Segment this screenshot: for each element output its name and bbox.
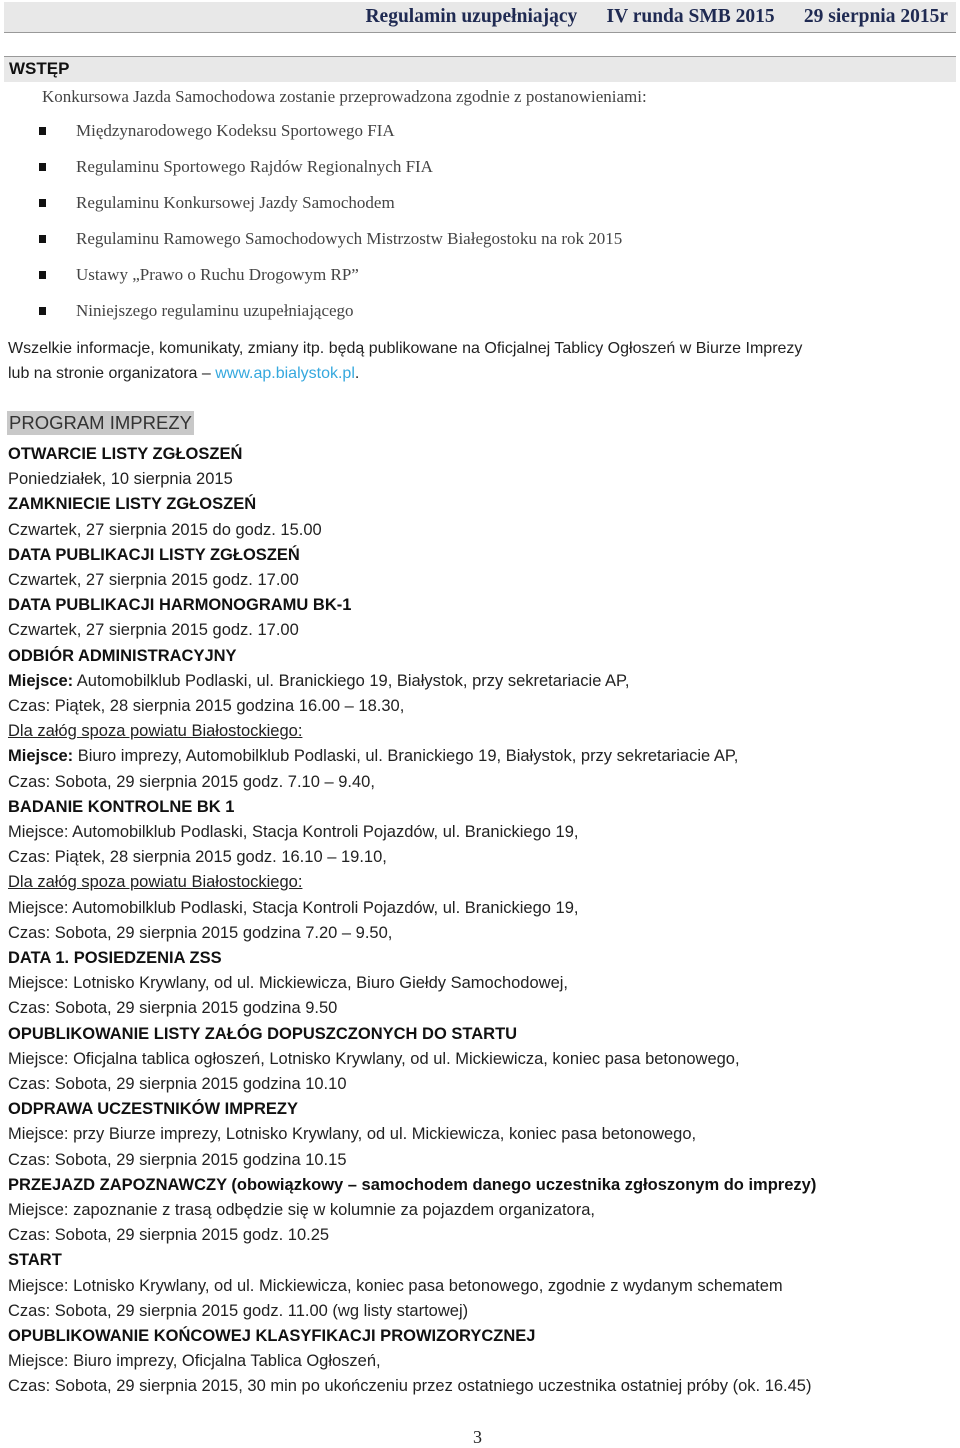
header-round: IV runda SMB 2015 bbox=[606, 6, 775, 27]
schedule-heading: ODBIÓR ADMINISTRACYJNY bbox=[8, 647, 237, 665]
schedule-line: Czas: Piątek, 28 sierpnia 2015 godzina 16.00 – 18.30, bbox=[8, 697, 405, 715]
square-bullet-icon bbox=[39, 199, 46, 207]
schedule-heading: DATA 1. POSIEDZENIA ZSS bbox=[8, 949, 222, 967]
info-line-2-suffix: . bbox=[354, 365, 360, 382]
schedule-line: Czas: Sobota, 29 sierpnia 2015 godzina 10.15 bbox=[8, 1151, 347, 1169]
square-bullet-icon bbox=[39, 163, 46, 171]
location-label: Miejsce: bbox=[8, 747, 74, 765]
schedule-line-text: Automobilklub Podlaski, ul. Branickiego 19, Białystok, przy sekretariacie AP, bbox=[73, 672, 630, 690]
schedule-line: Czas: Piątek, 28 sierpnia 2015 godz. 16.10 – 19.10, bbox=[8, 848, 387, 866]
schedule-line: Miejsce: Lotnisko Krywlany, od ul. Mickiewicza, Biuro Giełdy Samochodowej, bbox=[8, 974, 569, 992]
header-date: 29 sierpnia 2015r bbox=[803, 6, 948, 27]
schedule-line: Poniedziałek, 10 sierpnia 2015 bbox=[8, 470, 233, 488]
info-line-1: Wszelkie informacje, komunikaty, zmiany itp. będą publikowane na Oficjalnej Tablicy Ogłoszeń w Biurze Imprezy bbox=[8, 340, 803, 357]
schedule-line: Czwartek, 27 sierpnia 2015 do godz. 15.00 bbox=[8, 521, 322, 539]
schedule-line: Czas: Sobota, 29 sierpnia 2015 godz. 10.25 bbox=[8, 1226, 330, 1244]
schedule-heading: ZAMKNIECIE LISTY ZGŁOSZEŃ bbox=[8, 495, 257, 513]
wstep-heading: WSTĘP bbox=[9, 59, 70, 78]
info-line-2-prefix: lub na stronie organizatora – bbox=[8, 365, 216, 382]
schedule-line: Czas: Sobota, 29 sierpnia 2015 godzina 10.10 bbox=[8, 1075, 347, 1093]
list-item-text: Ustawy „Prawo o Ruchu Drogowym RP” bbox=[76, 265, 359, 284]
schedule-line: Miejsce: Lotnisko Krywlany, od ul. Mickiewicza, koniec pasa betonowego, zgodnie z wydanym schematem bbox=[8, 1277, 783, 1295]
header-title: Regulamin uzupełniający bbox=[365, 6, 578, 27]
schedule-line-text: Biuro imprezy, Automobilklub Podlaski, ul. Branickiego 19, Białystok, przy sekretariacie AP, bbox=[73, 747, 739, 765]
list-item-text: Niniejszego regulaminu uzupełniającego bbox=[76, 301, 354, 320]
schedule-heading: START bbox=[8, 1251, 62, 1269]
square-bullet-icon bbox=[39, 307, 46, 315]
schedule-heading: BADANIE KONTROLNE BK 1 bbox=[8, 798, 235, 816]
organizer-website-link[interactable]: www.ap.bialystok.pl bbox=[215, 365, 355, 382]
schedule-line: Czas: Sobota, 29 sierpnia 2015 godzina 7.20 – 9.50, bbox=[8, 924, 393, 942]
schedule-heading: DATA PUBLIKACJI HARMONOGRAMU BK-1 bbox=[8, 596, 352, 614]
header-text bbox=[4, 6, 948, 28]
program-title: PROGRAM IMPREZY bbox=[9, 412, 192, 433]
page-header bbox=[4, 2, 956, 33]
list-item-text: Regulaminu Konkursowej Jazdy Samochodem bbox=[76, 193, 395, 212]
schedule-heading: DATA PUBLIKACJI LISTY ZGŁOSZEŃ bbox=[8, 546, 300, 564]
info-line-2 bbox=[8, 364, 359, 384]
schedule-line: Miejsce: Biuro imprezy, Oficjalna Tablica Ogłoszeń, bbox=[8, 1352, 381, 1370]
schedule-subheading: Dla załóg spoza powiatu Białostockiego: bbox=[8, 873, 303, 891]
schedule-line: Czwartek, 27 sierpnia 2015 godz. 17.00 bbox=[8, 621, 299, 639]
square-bullet-icon bbox=[39, 127, 46, 135]
square-bullet-icon bbox=[39, 235, 46, 243]
schedule-line: Miejsce: Automobilklub Podlaski, Stacja Kontroli Pojazdów, ul. Branickiego 19, bbox=[8, 823, 579, 841]
schedule-line bbox=[8, 671, 630, 691]
square-bullet-icon bbox=[39, 271, 46, 279]
list-item-text: Regulaminu Sportowego Rajdów Regionalnych FIA bbox=[76, 157, 433, 176]
schedule-line: Miejsce: zapoznanie z trasą odbędzie się w kolumnie za pojazdem organizatora, bbox=[8, 1201, 595, 1219]
schedule-subheading: Dla załóg spoza powiatu Białostockiego: bbox=[8, 722, 303, 740]
wstep-intro: Konkursowa Jazda Samochodowa zostanie przeprowadzona zgodnie z postanowieniami: bbox=[42, 87, 647, 106]
list-item-text: Międzynarodowego Kodeksu Sportowego FIA bbox=[76, 121, 395, 140]
schedule-line: Czas: Sobota, 29 sierpnia 2015 godzina 9.50 bbox=[8, 999, 338, 1017]
schedule-line: Miejsce: Oficjalna tablica ogłoszeń, Lotnisko Krywlany, od ul. Mickiewicza, koniec pasa betonowego, bbox=[8, 1050, 740, 1068]
schedule-line: Czwartek, 27 sierpnia 2015 godz. 17.00 bbox=[8, 571, 299, 589]
schedule-heading: PRZEJAZD ZAPOZNAWCZY (obowiązkowy – samochodem danego uczestnika zgłoszonym do imprezy) bbox=[8, 1176, 817, 1194]
wstep-section-bar bbox=[4, 56, 956, 82]
schedule-line: Czas: Sobota, 29 sierpnia 2015, 30 min po ukończeniu przez ostatniego uczestnika ostatniej próby (ok. 16.45) bbox=[8, 1377, 812, 1395]
schedule-heading: OPUBLIKOWANIE LISTY ZAŁÓG DOPUSZCZONYCH DO STARTU bbox=[8, 1025, 518, 1043]
schedule-heading: OPUBLIKOWANIE KOŃCOWEJ KLASYFIKACJI PROWIZORYCZNEJ bbox=[8, 1327, 536, 1345]
list-item-text: Regulaminu Ramowego Samochodowych Mistrzostw Białegostoku na rok 2015 bbox=[76, 229, 623, 248]
schedule-heading: ODPRAWA UCZESTNIKÓW IMPREZY bbox=[8, 1100, 298, 1118]
schedule-line bbox=[8, 746, 738, 766]
schedule-line: Miejsce: Automobilklub Podlaski, Stacja Kontroli Pojazdów, ul. Branickiego 19, bbox=[8, 899, 579, 917]
schedule-line: Czas: Sobota, 29 sierpnia 2015 godz. 11.00 (wg listy startowej) bbox=[8, 1302, 469, 1320]
schedule-line: Czas: Sobota, 29 sierpnia 2015 godz. 7.10 – 9.40, bbox=[8, 773, 375, 791]
schedule-line: Miejsce: przy Biurze imprezy, Lotnisko Krywlany, od ul. Mickiewicza, koniec pasa betonowego, bbox=[8, 1125, 697, 1143]
location-label: Miejsce: bbox=[8, 672, 74, 690]
schedule-heading: OTWARCIE LISTY ZGŁOSZEŃ bbox=[8, 445, 243, 463]
page-number: 3 bbox=[473, 1427, 482, 1447]
